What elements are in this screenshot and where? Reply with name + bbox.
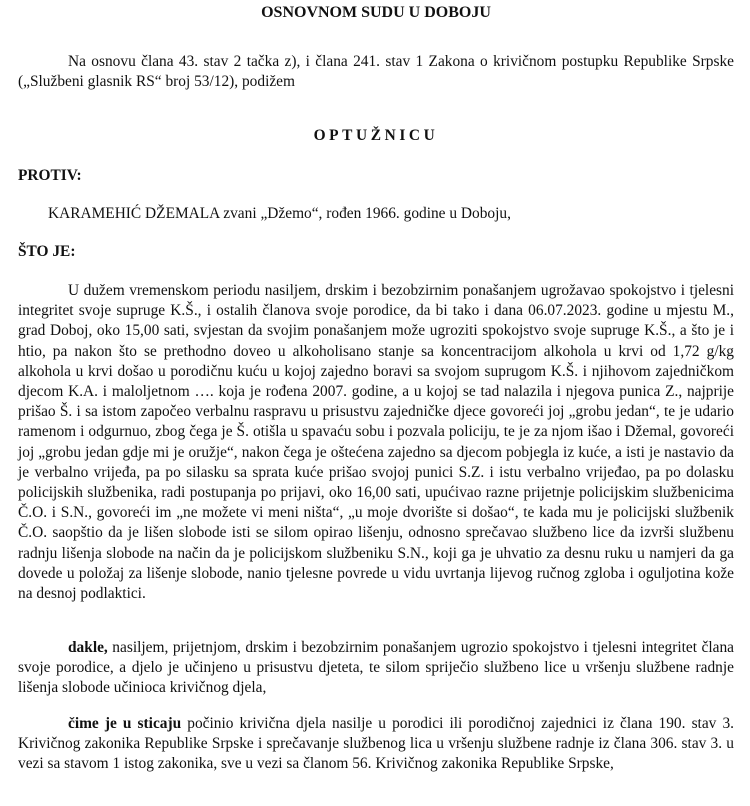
committed-lead: čime je u sticaju	[68, 715, 182, 732]
thus-lead: dakle,	[68, 639, 108, 656]
legal-basis-paragraph: Na osnovu člana 43. stav 2 tačka z), i člana 241. stav 1 Zakona o krivičnom postupku Republike Srpske („Službeni glasnik RS“ broj 53/12), podižem	[18, 53, 734, 91]
facts-paragraph: U dužem vremenskom periodu nasiljem, drskim i bezobzirnim ponašanjem ugrožavao spokojstvo i tjelesni integritet svoje supruge K.Š., i ostalih članova svoje porodice, da bi tako i dana 06.07.2023. godine u mjestu M., grad Doboj, oko 15,00 sati, svjestan da svojim ponašanjem može ugroziti spokojstvo svoje supruge K.Š., a što je i htio, pa nakon što se prethodno doveo u alkoholisano stanje sa koncentracijom alkohola u krvi od 1,72 g/kg alkohola u krvi došao u porodičnu kuću u kojoj zajedno boravi sa svojom suprugom K.Š. i njihovom zajedničkom djecom K.A. i maloljetnom …. koja je rođena 2007. godine, a u kojoj se tad nalazila i njegova punica Z., najprije prišao Š. i sa istom započeo verbalnu raspravu u prisustvu zajedničke djece govoreći joj „grobu jedan“, te je udario ramenom i odgurnuo, zbog čega je Š. otišla u spavaću sobu i pozvala policiju, te je za njom išao i Džemal, govoreći joj „grobu jedan gdje mi je oružje“, nakon čega je oštećena zajedno sa djecom pobjegla iz kuće, a isti je nastavio da je verbalno vrijeđa, pa po silasku sa sprata kuće prišao svojoj punici S.Z. i istu verbalno vrijeđao, pa po dolasku policijskih službenika, radi postupanja po prijavi, oko 16,00 sati, upućivao razne prijetnje policijskim službenicima Č.O. i S.N., govoreći im „ne možete vi meni ništa“, „u moje dvorište si došao“, te kada mu je policijski službenik Č.O. saopštio da je lišen slobode isti se silom opirao lišenju, odnosno sprečavao službeno lice da izvrši službenu radnju lišenja slobode na način da je policijskom službeniku S.N., koji ga je uhvatio za desnu ruku u namjeri da ga dovede u položaj za lišenje slobode, nanio tjelesne povrede u vidu uvrtanja lijevog ručnog zgloba i oguljotina kože na desnoj podlaktici.	[18, 282, 734, 603]
against-label: PROTIV:	[18, 167, 82, 184]
thus-paragraph	[18, 638, 734, 699]
offence-paragraph	[18, 714, 734, 775]
thus-text: nasiljem, prijetnjom, drskim i bezobzirnim ponašanjem ugrozio spokojstvo i tjelesni integritet člana svoje porodice, a djelo je učinjeno u prisustvu djeteta, te silom spriječio službeno lice u vršenju službene radnje lišenja slobode učinioca krivičnog djela,	[18, 639, 734, 697]
document-title: OPTUŽNICU	[313, 127, 439, 144]
court-heading: OSNOVNOM SUDU U DOBOJU	[261, 4, 491, 21]
committed-text: počinio krivična djela nasilje u porodici ili porodičnoj zajednici iz člana 190. stav 3. Krivičnog zakonika Republike Srpske i sprečavanje službenog lica u vršenju službene radnje iz člana 306. stav 3. u vezi sa stavom 1 istog zakonika, sve u vezi sa članom 56. Krivičnog zakonika Republike Srpske,	[18, 715, 734, 773]
what-label: ŠTO JE:	[18, 243, 76, 260]
accused-line: KARAMEHIĆ DŽEMALA zvani „Džemo“, rođen 1966. godine u Doboju,	[48, 205, 511, 222]
